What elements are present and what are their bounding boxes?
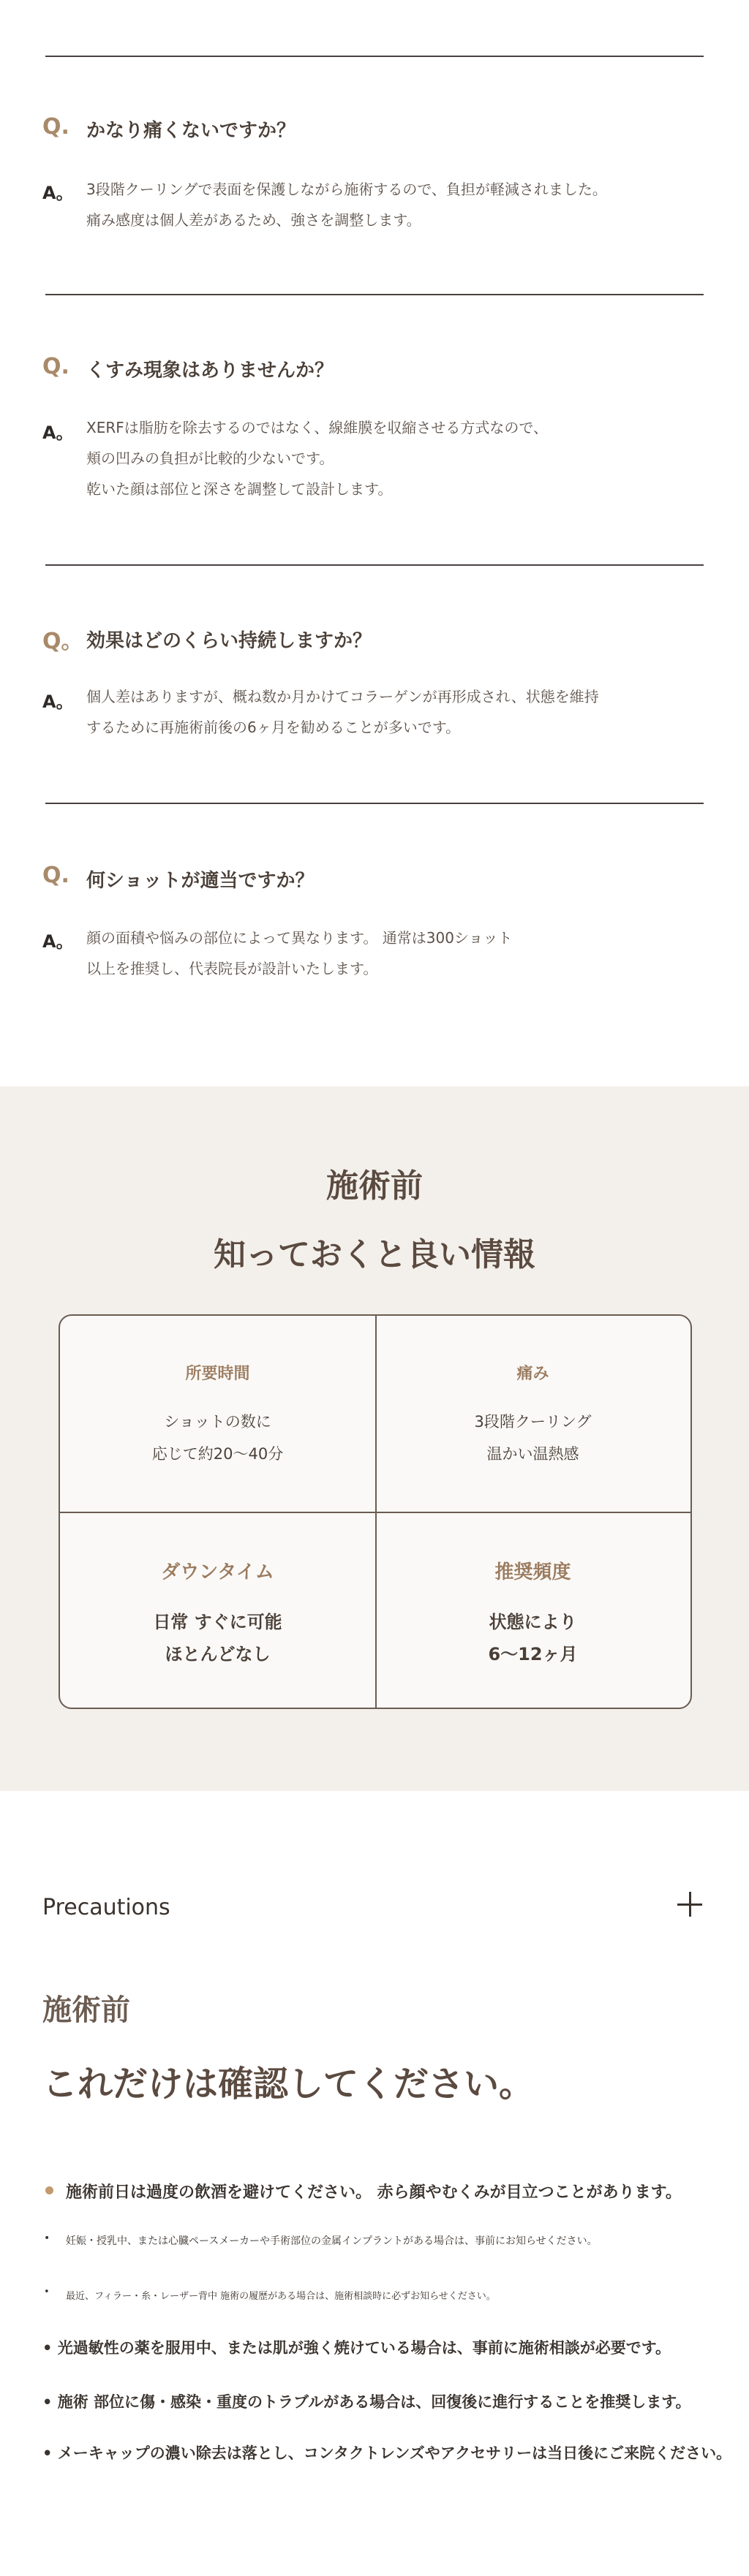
info-cell-label: ダウンタイム [161, 1561, 274, 1583]
answer-line: 以上を推奨し、代表院長が設計いたします。 [86, 960, 378, 977]
question-mark: Q. [42, 863, 69, 888]
faq-answer [86, 412, 548, 504]
answer-mark: A。 [42, 183, 74, 203]
answer-line: XERFは脂肪を除去するのではなく、線維膜を収縮させる方式なので、 [86, 419, 548, 436]
info-cell-downtime [60, 1512, 375, 1708]
info-cell-value [375, 1606, 690, 1670]
answer-line: 頬の凹みの負担が比較的少ないです。 [86, 450, 334, 467]
value-line: 6〜12ヶ月 [488, 1644, 578, 1664]
question-mark: Q. [42, 354, 69, 379]
info-heading: 知っておくと良い情報 [214, 1236, 535, 1273]
faq-question[interactable]: 何ショットが適当ですか？ [86, 870, 315, 892]
bullet-small: • [44, 2232, 50, 2244]
precaution-item: 妊娠・授乳中、または心臓ペースメーカーや手術部位の金属インプラントがある場合は、事前にお知らせください。 [66, 2235, 598, 2247]
value-line: 3段階クーリング [474, 1413, 592, 1431]
faq-answer [86, 174, 607, 235]
answer-line: 個人差はありますが、概ね数か月かけてコラーゲンが再形成され、状態を維持 [86, 688, 599, 705]
value-line: 日常 すぐに可能 [153, 1612, 282, 1632]
info-title: 施術前 [326, 1167, 423, 1205]
bullet-dot [45, 2186, 53, 2194]
plus-icon[interactable] [677, 1892, 702, 1917]
divider [45, 56, 704, 57]
answer-line: 乾いた顔は部位と深さを調整して設計します。 [86, 480, 393, 498]
faq-question[interactable]: かなり痛くないですか？ [86, 120, 296, 142]
precaution-item: • 光過敏性の薬を服用中、または肌が強く焼けている場合は、事前に施術相談が必要です。 [42, 2339, 671, 2357]
answer-mark: A。 [42, 931, 74, 952]
info-cell-value [60, 1606, 375, 1670]
info-cell-frequency [375, 1512, 690, 1708]
bullet-small: • [44, 2287, 50, 2297]
value-line: ほとんどなし [165, 1644, 271, 1664]
question-mark: Q。 [42, 629, 83, 654]
value-line: 応じて約20〜40分 [151, 1445, 284, 1463]
answer-line: 3段階クーリングで表面を保護しながら施術するので、負担が軽減されました。 [86, 181, 607, 198]
info-cell-label: 痛み [516, 1365, 549, 1383]
info-cell-duration [60, 1316, 375, 1512]
value-line: 温かい温熱感 [486, 1445, 579, 1463]
answer-line: 顔の面積や悩みの部位によって異なります。 通常は300ショット [86, 929, 513, 947]
info-cell-label: 所要時間 [185, 1365, 250, 1383]
info-grid [59, 1314, 692, 1709]
precautions-title[interactable]: Precautions [42, 1895, 170, 1920]
faq-answer [86, 923, 513, 984]
question-mark: Q. [42, 114, 69, 140]
precaution-item: • メーキャップの濃い除去は落とし、コンタクトレンズやアクセサリーは当日後にご来院ください。 [42, 2444, 732, 2462]
value-line: ショットの数に [164, 1413, 271, 1431]
precaution-item: • 施術 部位に傷・感染・重度のトラブルがある場合は、回復後に進行することを推奨します。 [42, 2393, 691, 2411]
answer-mark: A。 [42, 423, 74, 443]
faq-answer [86, 681, 599, 743]
info-cell-pain [375, 1316, 690, 1512]
precautions-heading: これだけは確認してください。 [42, 2064, 535, 2105]
divider [45, 803, 704, 804]
divider [45, 564, 704, 566]
answer-line: 痛み感度は個人差があるため、強さを調整します。 [86, 211, 421, 229]
info-cell-value [375, 1406, 690, 1470]
precautions-subtitle: 施術前 [42, 1993, 130, 2027]
info-cell-label: 推奨頻度 [494, 1561, 571, 1583]
answer-mark: A。 [42, 692, 74, 712]
precaution-item: 最近、フィラー・糸・レーザー背中 施術の履歴がある場合は、施術相談時に必ずお知らせください。 [66, 2291, 496, 2302]
faq-question[interactable]: 効果はどのくらい持続しますか？ [86, 630, 372, 652]
precaution-item: 施術前日は過度の飲酒を避けてください。 赤ら顔やむくみが目立つことがあります。 [66, 2183, 682, 2202]
divider [45, 294, 704, 295]
faq-question[interactable]: くすみ現象はありませんか？ [86, 360, 334, 382]
answer-line: するために再施術前後の6ヶ月を勧めることが多いです。 [86, 719, 461, 736]
info-cell-value [60, 1406, 375, 1470]
value-line: 状態により [489, 1612, 577, 1632]
